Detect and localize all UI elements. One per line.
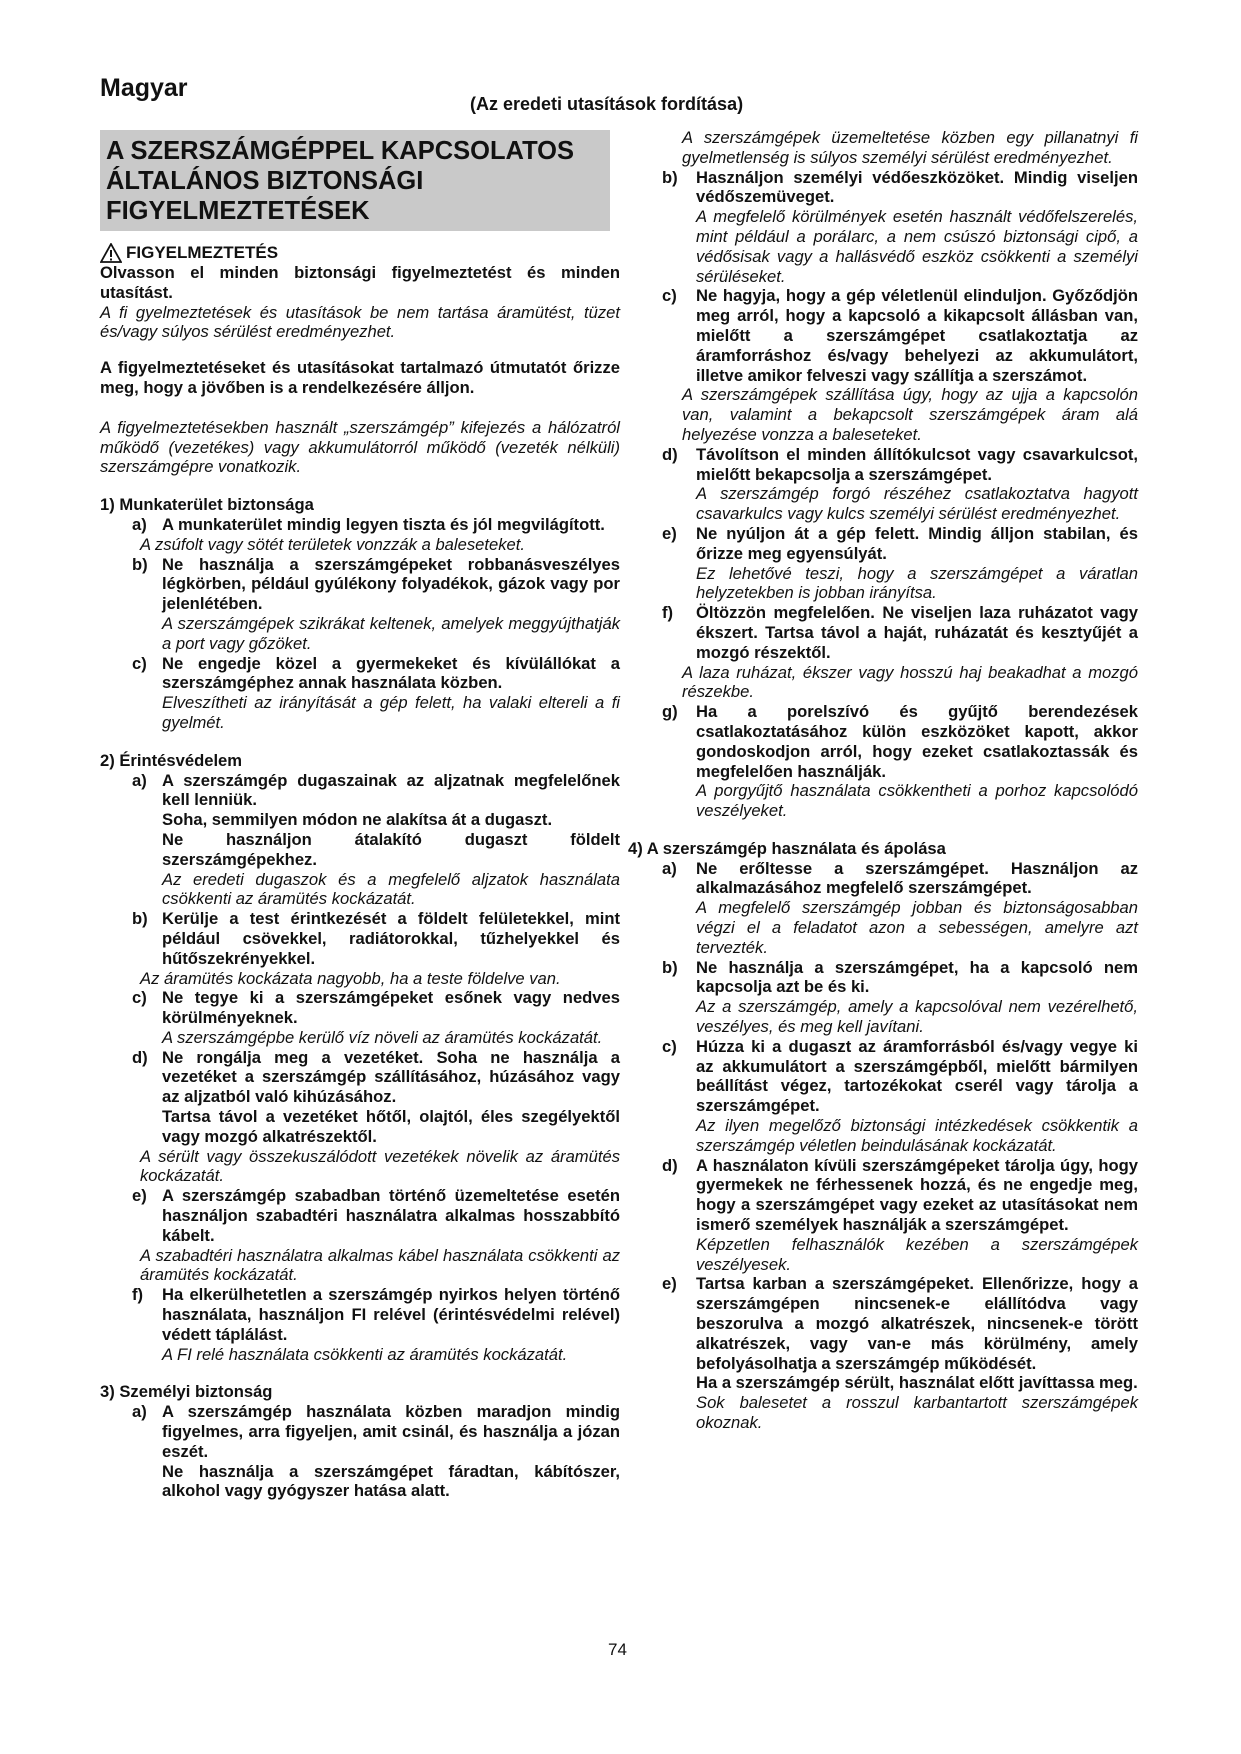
warning-heading [100,243,620,263]
s2-item-a: a) A szerszámgép dugaszainak az aljzatnak megfelelőnek kell lenniük. [132,770,620,810]
s3-item-a-text2: Ne használja a szerszámgépet fáradtan, kábítószer, alkohol vagy gyógyszer hatása alatt. [162,1461,620,1501]
s3-note-f: A laza ruházat, ékszer vagy hosszú haj beakadhat a mozgó részekbe. [682,662,1138,702]
s1-note-b: A szerszámgépek szikrákat keltenek, amelyek meggyújthatják a port vagy gőzöket. [162,613,620,653]
s2-item-c: c) Ne tegye ki a szerszámgépeket esőnek vagy nedves körülményeknek. [132,988,620,1028]
s2-item-d: d) Ne rongálja meg a vezetéket. Soha ne használja a vezetéket a szerszámgép szállításához, húzásához vagy az aljzatból való kihúzásához. [132,1047,620,1107]
s2-item-a-text3: Ne használjon átalakító dugaszt földelt szerszámgépekhez. [162,829,620,869]
section-title: A SZERSZÁMGÉPPEL KAPCSOLATOS ÁLTALÁNOS BIZTONSÁGI FIGYELMEZTETÉSEK [100,130,610,231]
s4-item-a: a) Ne erőltesse a szerszámgépet. Használjon az alkalmazásához megfelelő szerszámgépet. [662,858,1138,898]
s3-note-e: Ez lehetővé teszi, hogy a szerszámgépet a váratlan helyzetekben is jobban irányítsa. [696,563,1138,603]
s2-item-f: f) Ha elkerülhetetlen a szerszámgép nyirkos helyen történő használata, használjon FI relével (érintésvédelmi relével) védett táplálást. [132,1285,620,1344]
s1-note-a: A zsúfolt vagy sötét területek vonzzák a baleseteket. [140,534,525,554]
section-3-title: 3) Személyi biztonság [100,1382,273,1402]
s2-note-b: Az áramütés kockázata nagyobb, ha a teste földelve van. [140,968,561,988]
s3-note-g: A porgyűjtő használata csökkentheti a porhoz kapcsolódó veszélyeket. [696,781,1138,821]
s2-item-d-text2: Tartsa távol a vezetéket hőtől, olajtól, éles szegélyektől vagy mozgó alkatrészektől. [162,1107,620,1146]
s3-item-a: a) A szerszámgép használata közben maradjon mindig figyelmes, arra figyeljen, amit csinál, és használja a józan eszét. [132,1402,620,1461]
s4-note-a: A megfelelő szerszámgép jobban és biztonságosabban végzi el a feladatot azon a sebességen, amelyre azt tervezték. [696,898,1138,957]
s3-item-c: c) Ne hagyja, hogy a gép véletlenül elinduljon. Győződjön meg arról, hogy a kapcsoló a kikapcsolt állásban van, mielőtt a szerszámgépet csatlakoztatja az áramforráshoz és/vagy behelyezi az akkumulátort, illetve amikor felveszi vagy szállítja a szerszámot. [662,286,1138,385]
s4-note-c: Az ilyen megelőző biztonsági intézkedések csökkentik a szerszámgép véletlen beindulásának kockázatát. [696,1116,1138,1155]
s3-note-a: A szerszámgépek üzemeltetése közben egy pillanatnyi fi gyelmetlenség is súlyos személyi sérülést eredményezhet. [682,128,1138,167]
s2-item-a-text2: Soha, semmilyen módon ne alakítsa át a dugaszt. [162,810,553,830]
translation-subtitle: (Az eredeti utasítások fordítása) [470,94,744,114]
warning-bold-2: A figyelmeztetéseket és utasításokat tartalmazó útmutatót őrizze meg, hogy a jövőben is a rendelkezésére álljon. [100,358,620,397]
section-2-title: 2) Érintésvédelem [100,750,243,770]
page-number: 74 [608,1640,627,1659]
s4-note-b: Az a szerszámgép, amely a kapcsolóval nem vezérelhető, veszélyes, és meg kell javítani. [696,997,1138,1037]
s2-note-a: Az eredeti dugaszok és a megfelelő aljzatok használata csökkenti az áramütés kockázatát. [162,869,620,909]
s2-note-e: A szabadtéri használatra alkalmas kábel használata csökkenti az áramütés kockázatát. [140,1245,620,1285]
s4-item-d: d) A használaton kívüli szerszámgépeket tárolja úgy, hogy gyermekek ne férhessenek hozzá, és ne engedje meg, hogy a szerszámgépet vagy ezeket az utasításokat nem ismerő személyek használják a szerszámgépet. [662,1155,1138,1235]
s1-note-c: Elveszítheti az irányítását a gép felett, ha valaki eltereli a fi gyelmét. [162,693,620,732]
s3-item-e: e) Ne nyúljon át a gép felett. Mindig álljon stabilan, és őrizze meg egyensúlyát. [662,523,1138,563]
s3-note-b: A megfelelő körülmények esetén használt védőfelszerelés, mint például a poráIarc, a nem csúszó biztonsági cipő, a védősisak vagy a hallásvédő eszköz csökkenti a személyi sérüléseket. [696,207,1138,286]
s4-note-e: Sok balesetet a rosszul karbantartott szerszámgépek okoznak. [696,1393,1138,1432]
s1-item-c: c) Ne engedje közel a gyermekeket és kívülállókat a szerszámgéphez annak használata közben. [132,653,620,693]
right-column [628,128,1138,1433]
s3-item-g: g) Ha a porelszívó és gyűjtő berendezések csatlakoztatásához külön eszközöket kapott, akkor gondoskodjon arról, hogy ezeket csatlakoztassák és megfelelően használják. [662,702,1138,781]
s2-note-d: A sérült vagy összekuszálódott vezetékek növelik az áramütés kockázatát. [140,1146,620,1186]
s2-item-e: e) A szerszámgép szabadban történő üzemeltetése esetén használjon szabadtéri használatra alkalmas hosszabbító kábelt. [132,1186,620,1245]
warning-italic-2: A figyelmeztetésekben használt „szerszámgép” kifejezés a hálózatról működő (vezetékes) vagy akkumulátorról működő (vezeték nélküli) szerszámgépre vonatkozik. [100,417,620,477]
warning-label: FIGYELMEZTETÉS [126,243,279,263]
s3-item-d: d) Távolítson el minden állítókulcsot vagy csavarkulcsot, mielőtt bekapcsolja a szerszámgépet. [662,444,1138,484]
section-1-title: 1) Munkaterület biztonsága [100,495,314,515]
section-4-title: 4) A szerszámgép használata és ápolása [628,838,946,858]
warning-bold-1: Olvasson el minden biztonsági figyelmeztetést és minden utasítást. [100,263,620,302]
s3-item-b: b) Használjon személyi védőeszközöket. Mindig viseljen védőszemüveget. [662,167,1138,207]
s3-note-d: A szerszámgép forgó részéhez csatlakoztatva hagyott csavarkulcs vagy kulcs személyi sérülést eredményezhet. [696,484,1138,524]
warning-triangle-icon [100,243,122,263]
s4-item-c: c) Húzza ki a dugaszt az áramforrásból és/vagy vegye ki az akkumulátort a szerszámgépből, mielőtt bármilyen beállítást végez, tartozékokat cserél vagy tárolja a szerszámgépet. [662,1036,1138,1116]
left-column [100,130,620,1501]
s4-note-d: Képzetlen felhasználók kezében a szerszámgépek veszélyesek. [696,1234,1138,1274]
language-label: Magyar [100,74,188,102]
s3-item-f: f) Öltözzön megfelelően. Ne viseljen laza ruházatot vagy ékszert. Tartsa távol a haját, ruházatát és kesztyűjét a mozgó részektől. [662,603,1138,662]
s1-item-a: a) A munkaterület mindig legyen tiszta és jól megvilágított. [132,514,605,534]
s1-item-b: b) Ne használja a szerszámgépeket robbanásveszélyes légkörben, például gyúlékony folyadékok, gázok vagy por jelenlétében. [132,554,620,614]
warning-italic-1: A fi gyelmeztetések és utasítások be nem tartása áramütést, tüzet és/vagy súlyos sérülést eredményezhet. [100,302,620,342]
s2-note-c: A szerszámgépbe kerülő víz növeli az áramütés kockázatát. [162,1027,603,1047]
s4-item-e: e) Tartsa karban a szerszámgépeket. Ellenőrizze, hogy a szerszámgépen nincsenek-e elállítódva vagy beszorulva a mozgó alkatrészek, nincsenek-e törött alkatrészek, vagy van-e más körülmény, amely befolyásolhatja a szerszámgép működését. [662,1274,1138,1373]
s4-item-e-text2: Ha a szerszámgép sérült, használat előtt javíttassa meg. [696,1373,1138,1393]
s4-item-b: b) Ne használja a szerszámgépet, ha a kapcsoló nem kapcsolja azt be és ki. [662,957,1138,997]
s3-note-c: A szerszámgépek szállítása úgy, hogy az ujja a kapcsolón van, valamint a bekapcsolt szerszámgépek áram alá helyezése vonzza a baleseteket. [682,385,1138,444]
s2-item-b: b) Kerülje a test érintkezését a földelt felületekkel, mint például csövekkel, radiátorokkal, tűzhelyekkel és hűtőszekrényekkel. [132,909,620,968]
s2-note-f: A FI relé használata csökkenti az áramütés kockázatát. [162,1344,568,1364]
